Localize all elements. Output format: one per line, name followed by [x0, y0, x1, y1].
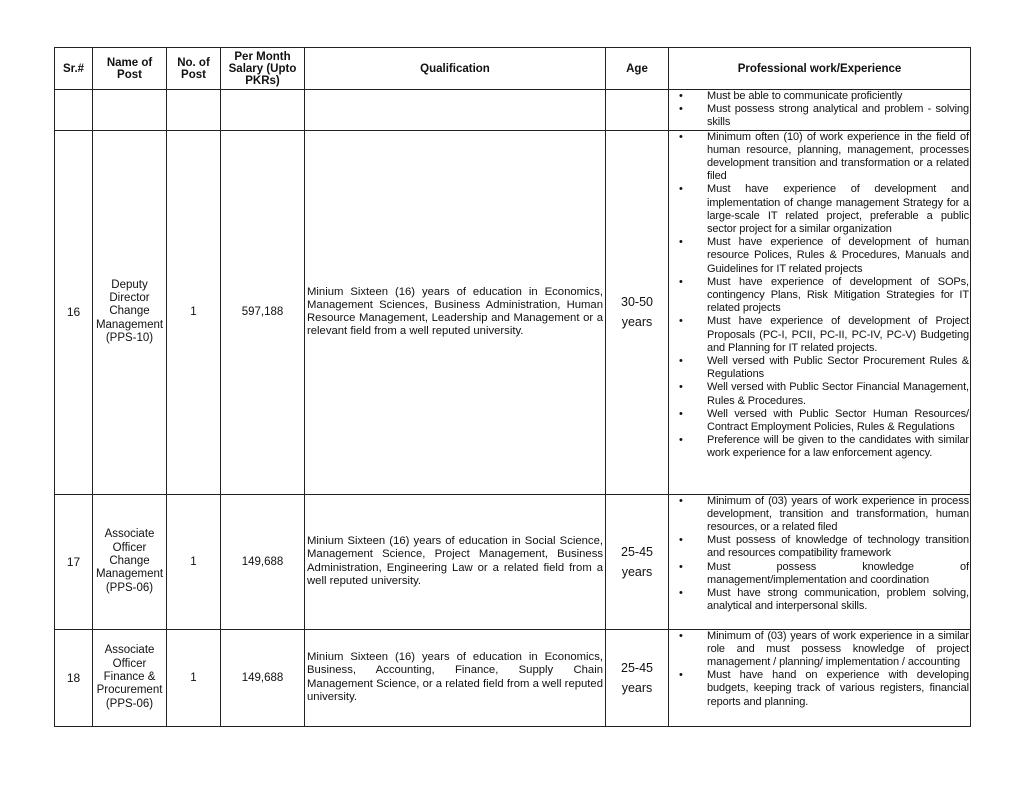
experience-item-text: Must possess knowledge of management/implementation and coordination: [707, 560, 969, 586]
bullet-icon: •: [679, 315, 683, 328]
experience-list: [669, 495, 969, 614]
experience-item-text: Well versed with Public Sector Financial Management, Rules & Procedures.: [707, 381, 969, 407]
header-no-of-post: No. of Post: [167, 48, 221, 90]
experience-item: [669, 103, 969, 129]
experience-item: [669, 381, 969, 407]
bullet-icon: •: [679, 275, 683, 288]
qualification-cell: Minium Sixteen (16) years of education in Social Science, Management Science, Project Management, Business Administration, Engineering Law or a related field from a well reputed university.: [305, 494, 606, 629]
experience-item: [669, 131, 969, 184]
experience-list: [669, 131, 969, 461]
header-age: Age: [606, 48, 669, 90]
bullet-icon: •: [679, 183, 683, 196]
bullet-icon: •: [679, 236, 683, 249]
experience-item: [669, 434, 969, 460]
experience-item-text: Must have experience of development of human resource Polices, Rules & Procedures, Manuals and Guidelines for IT related projects: [707, 236, 969, 275]
experience-item: [669, 561, 969, 587]
experience-list: [669, 630, 969, 709]
bullet-icon: •: [679, 381, 683, 394]
experience-item-text: Must possess of knowledge of technology transition and resources compatibility framework: [707, 534, 969, 560]
experience-item: [669, 587, 969, 613]
bullet-icon: •: [679, 534, 683, 547]
qualification-cell: Minium Sixteen (16) years of education in Economics, Management Sciences, Business Administration, Human Resource Management, Leadership and Management or a relevant field from a well reputed university.: [305, 130, 606, 494]
table-header-row: [55, 48, 971, 90]
experience-item: [669, 315, 969, 355]
experience-item-text: Must have experience of development of Project Proposals (PC-I, PCII, PC-II, PC-IV, PC-V) Budgeting and Planning for IT related projects.: [707, 315, 969, 354]
post-name-cell: Associate Officer Finance & Procurement (PPS-06): [93, 629, 167, 726]
header-sr: Sr.#: [55, 48, 93, 90]
sr-cell: 18: [55, 629, 93, 726]
age-unit: years: [621, 680, 653, 695]
table-row: [55, 494, 971, 629]
bullet-icon: •: [679, 587, 683, 600]
continuation-row: [55, 90, 971, 131]
experience-item-text: Must have hand on experience with developing budgets, keeping track of various registers, financial reports and planning.: [707, 669, 969, 708]
experience-item: [669, 495, 969, 535]
salary-cell: 597,188: [221, 130, 305, 494]
salary-cell: 149,688: [221, 494, 305, 629]
experience-item: [669, 183, 969, 236]
experience-item: [669, 408, 969, 434]
experience-item: [669, 90, 969, 103]
bullet-icon: •: [679, 130, 683, 143]
age-cell: [606, 494, 669, 629]
experience-item-text: Must have experience of development of SOPs, contingency Plans, Risk Mitigation Strategies for IT related projects: [707, 275, 969, 315]
experience-item-text: Minimum of (03) years of work experience in process development, transition and transformation, human resources, or a related filed: [707, 494, 969, 534]
experience-cell: [669, 629, 971, 726]
experience-item: [669, 355, 969, 381]
experience-item-text: Preference will be given to the candidates with similar work experience for a law enforcement agency.: [707, 434, 969, 460]
bullet-icon: •: [679, 629, 683, 642]
bullet-icon: •: [679, 560, 683, 573]
experience-item: [669, 276, 969, 316]
age-range: 30-50: [621, 295, 653, 310]
age-cell: [606, 130, 669, 494]
bullet-icon: •: [679, 407, 683, 420]
experience-item: [669, 669, 969, 709]
qualification-cell: Minium Sixteen (16) years of education in Economics, Business, Accounting, Finance, Supply Chain Management Science, or a related field from a well reputed university.: [305, 629, 606, 726]
salary-cell: 149,688: [221, 629, 305, 726]
table-row: [55, 130, 971, 494]
experience-list: [669, 90, 969, 130]
post-count-cell: 1: [167, 494, 221, 629]
header-salary: Per Month Salary (Upto PKRs): [221, 48, 305, 90]
header-qualification: Qualification: [305, 48, 606, 90]
experience-item-text: Must possess strong analytical and problem - solving skills: [707, 103, 969, 129]
bullet-icon: •: [679, 669, 683, 682]
age-range: 25-45: [621, 544, 653, 559]
experience-item-text: Minimum often (10) of work experience in the field of human resource, planning, management, processes development transition and transformation or a related filed: [707, 130, 969, 183]
header-experience: Professional work/Experience: [669, 48, 971, 90]
age-unit: years: [621, 315, 653, 330]
experience-item-text: Well versed with Public Sector Procurement Rules & Regulations: [707, 355, 969, 381]
experience-item-text: Must be able to communicate proficiently: [707, 90, 903, 102]
experience-item-text: Must have experience of development and implementation of change management Strategy for a large-scale IT related project, preferable a public sector project for a similar organization: [707, 183, 969, 236]
sr-cell: 17: [55, 494, 93, 629]
experience-cell: [669, 130, 971, 494]
experience-cell: [669, 494, 971, 629]
experience-item-text: Well versed with Public Sector Human Resources/ Contract Employment Policies, Rules & Regulations: [707, 407, 969, 434]
experience-item: [669, 630, 969, 670]
table-row: [55, 629, 971, 726]
age-cell: [606, 629, 669, 726]
experience-item-text: Minimum of (03) years of work experience in a similar role and must possess knowledge of project management / planning/ implementation / accounting: [707, 629, 969, 669]
post-name-cell: Deputy Director Change Management (PPS-10): [93, 130, 167, 494]
jobs-table: [54, 47, 971, 727]
bullet-icon: •: [679, 434, 683, 447]
sr-cell: 16: [55, 130, 93, 494]
bullet-icon: •: [679, 494, 683, 507]
bullet-icon: •: [679, 355, 683, 368]
post-name-cell: Associate Officer Change Management (PPS-06): [93, 494, 167, 629]
experience-item: [669, 534, 969, 560]
post-count-cell: 1: [167, 130, 221, 494]
bullet-icon: •: [679, 103, 683, 116]
post-count-cell: 1: [167, 629, 221, 726]
experience-item-text: Must have strong communication, problem solving, analytical and interpersonal skills.: [707, 587, 969, 613]
header-name-of-post: Name of Post: [93, 48, 167, 90]
age-range: 25-45: [621, 660, 653, 675]
experience-cell: [669, 90, 971, 131]
bullet-icon: •: [679, 90, 683, 102]
experience-item: [669, 236, 969, 276]
age-unit: years: [621, 564, 653, 579]
